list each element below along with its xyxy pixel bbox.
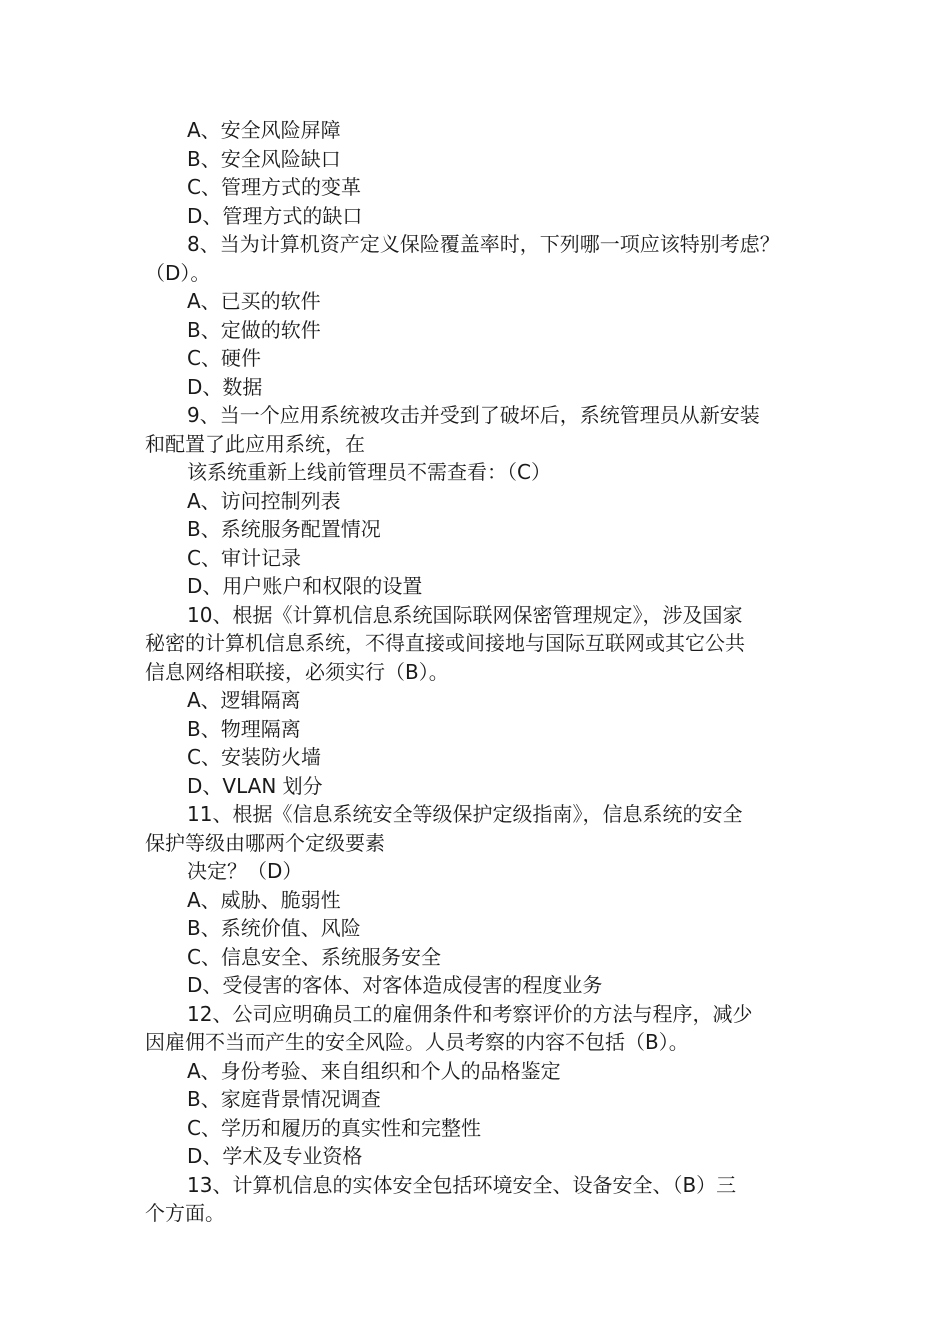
question-continuation-line: 决定？（D） xyxy=(187,859,303,883)
option-line: C、审计记录 xyxy=(187,545,301,570)
question-line: 13、计算机信息的实体安全包括环境安全、设备安全、（B）三 xyxy=(187,1172,737,1197)
document-body xyxy=(145,116,815,1228)
option-line: C、硬件 xyxy=(187,346,261,370)
option-line: C、安装防火墙 xyxy=(187,745,321,769)
question-line: 11、根据《信息系统安全等级保护定级指南》，信息系统的安全 xyxy=(187,802,743,826)
question-continuation-line: 秘密的计算机信息系统，不得直接或间接地与国际互联网或其它公共 xyxy=(145,631,745,655)
question-line: 10、根据《计算机信息系统国际联网保密管理规定》，涉及国家 xyxy=(187,602,743,627)
option-line: A、身份考验、来自组织和个人的品格鉴定 xyxy=(187,1058,561,1083)
option-line: D、VLAN 划分 xyxy=(187,773,323,798)
question-line: 8、当为计算机资产定义保险覆盖率时，下列哪一项应该特别考虑？ xyxy=(187,232,780,256)
question-continuation-line: （D）。 xyxy=(145,260,211,285)
option-line: B、安全风险缺口 xyxy=(187,146,341,171)
option-line: A、威胁、脆弱性 xyxy=(187,887,341,912)
question-continuation-line: 信息网络相联接，必须实行（B）。 xyxy=(145,659,449,684)
option-line: C、信息安全、系统服务安全 xyxy=(187,944,441,969)
option-line: C、管理方式的变革 xyxy=(187,175,361,199)
option-line: D、学术及专业资格 xyxy=(187,1144,363,1168)
question-continuation-line: 因雇佣不当而产生的安全风险。人员考察的内容不包括（B）。 xyxy=(145,1030,689,1054)
option-line: D、管理方式的缺口 xyxy=(187,203,363,228)
option-line: A、安全风险屏障 xyxy=(187,118,341,142)
option-line: B、定做的软件 xyxy=(187,317,321,342)
question-continuation-line: 和配置了此应用系统，在 xyxy=(145,431,365,456)
option-line: B、系统服务配置情况 xyxy=(187,517,381,541)
question-continuation-line: 该系统重新上线前管理员不需查看：（C） xyxy=(187,460,551,484)
question-line: 9、当一个应用系统被攻击并受到了破坏后，系统管理员从新安装 xyxy=(187,403,760,427)
option-line: B、物理隔离 xyxy=(187,716,301,741)
option-line: A、访问控制列表 xyxy=(187,488,341,513)
question-line: 12、公司应明确员工的雇佣条件和考察评价的方法与程序，减少 xyxy=(187,1001,753,1026)
option-line: C、学历和履历的真实性和完整性 xyxy=(187,1115,481,1140)
option-line: D、受侵害的客体、对客体造成侵害的程度业务 xyxy=(187,973,603,997)
option-line: A、已买的软件 xyxy=(187,289,321,313)
option-line: D、用户账户和权限的设置 xyxy=(187,574,423,598)
option-line: A、逻辑隔离 xyxy=(187,688,301,712)
option-line: B、家庭背景情况调查 xyxy=(187,1087,381,1111)
question-continuation-line: 个方面。 xyxy=(145,1201,225,1225)
option-line: D、数据 xyxy=(187,374,263,399)
option-line: B、系统价值、风险 xyxy=(187,916,361,940)
question-continuation-line: 保护等级由哪两个定级要素 xyxy=(145,830,385,855)
